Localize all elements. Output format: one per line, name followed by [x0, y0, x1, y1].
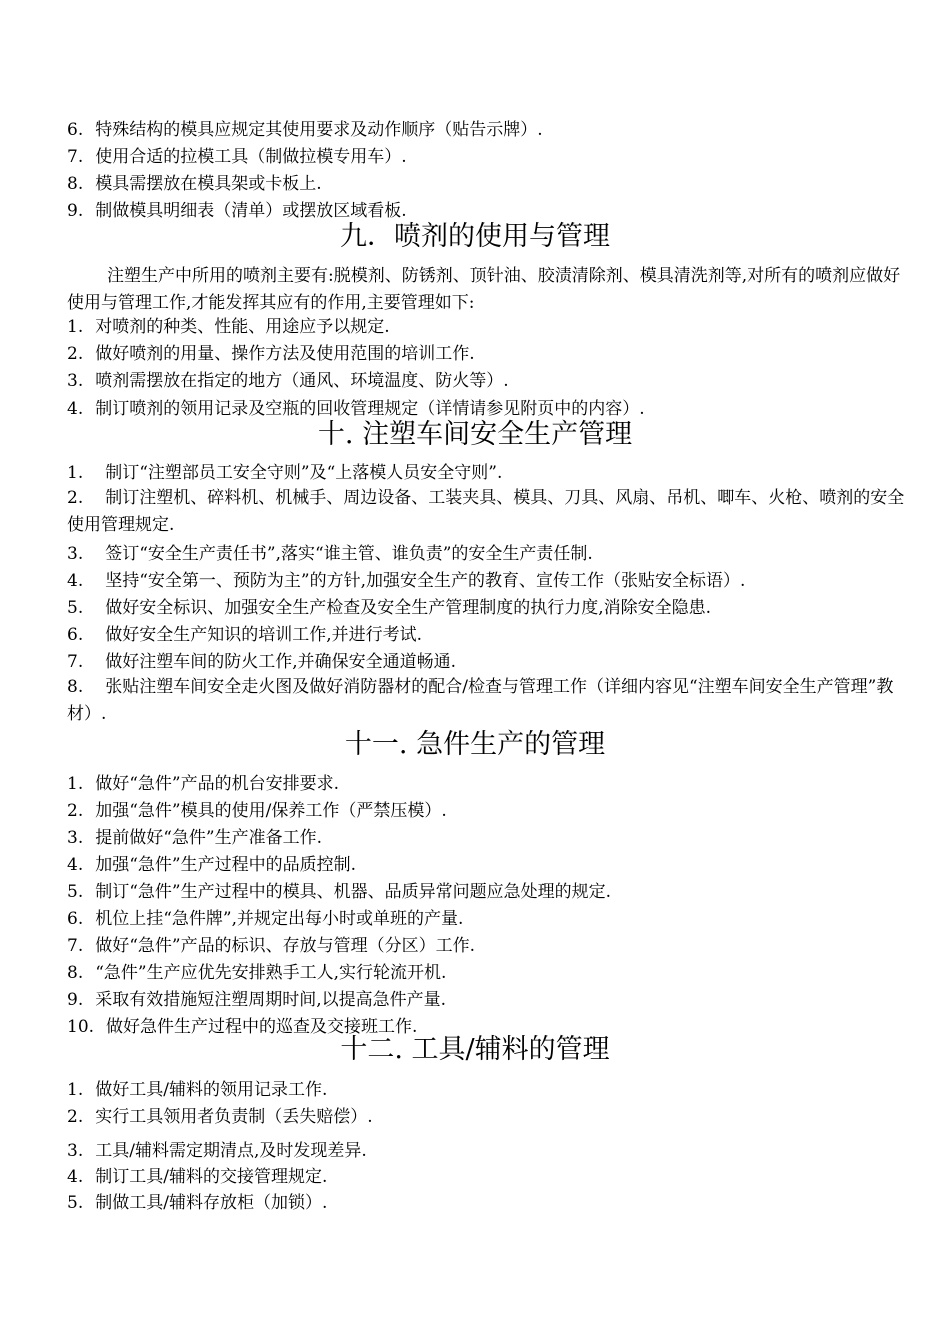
section-heading-12: 十二. 工具/辅料的管理: [340, 1034, 610, 1065]
list-item: [67, 462, 917, 484]
item-text: 加强“急件”生产过程中的品质控制.: [95, 855, 357, 875]
list-item: [67, 543, 917, 565]
list-item: [67, 485, 917, 539]
item-text: 制订工具/辅料的交接管理规定.: [95, 1167, 328, 1187]
list-item: [67, 1166, 917, 1188]
item-text: 使用合适的拉模工具（制做拉模专用车）.: [95, 147, 407, 167]
item-text: 提前做好“急件”生产准备工作.: [95, 828, 323, 848]
list-item: [67, 570, 917, 592]
item-number: 10.: [67, 1017, 95, 1037]
list-item: [67, 935, 917, 957]
item-number: 4.: [67, 1167, 84, 1187]
section-9-intro: 注塑生产中所用的喷剂主要有:脱模剂、防锈剂、顶针油、胶渍清除剂、模具清洗剂等,对所有的喷剂应做好使用与管理工作,才能发挥其应有的作用,主要管理如下:: [67, 266, 901, 313]
item-text: “急件”生产应优先安排熟手工人,实行轮流开机.: [95, 963, 447, 983]
list-item: [67, 316, 917, 338]
item-number: 6.: [67, 625, 84, 645]
list-item: [67, 119, 917, 141]
list-item: [67, 173, 917, 195]
item-text: 做好“急件”产品的机台安排要求.: [95, 774, 340, 794]
item-text: 喷剂需摆放在指定的地方（通风、环境温度、防火等）.: [95, 371, 509, 391]
list-item: [67, 800, 917, 822]
item-text: 加强“急件”模具的使用/保养工作（严禁压模）.: [95, 801, 447, 821]
item-number: 1.: [67, 463, 84, 483]
section-heading-10: 十. 注塑车间安全生产管理: [317, 419, 633, 450]
item-number: 8.: [67, 174, 84, 194]
list-item: [67, 624, 917, 646]
item-text: 制做工具/辅料存放柜（加锁）.: [95, 1193, 328, 1213]
list-item: [67, 674, 917, 728]
list-item: [67, 343, 917, 365]
item-text: 张贴注塑车间安全走火图及做好消防器材的配合/检查与管理工作（详细内容见“注塑车间安全生产管理”教材）.: [67, 677, 894, 724]
list-item: [67, 881, 917, 903]
list-item: [67, 370, 917, 392]
list-item: [67, 908, 917, 930]
item-text: 做好安全生产知识的培训工作,并进行考试.: [105, 625, 423, 645]
item-text: 对喷剂的种类、性能、用途应予以规定.: [95, 317, 390, 337]
item-text: 实行工具领用者负责制（丢失赔偿）.: [95, 1107, 373, 1127]
section-heading-11: 十一. 急件生产的管理: [344, 729, 606, 760]
item-number: 1.: [67, 1080, 84, 1100]
item-text: 做好注塑车间的防火工作,并确保安全通道畅通.: [105, 652, 457, 672]
item-text: 制做模具明细表（清单）或摆放区域看板.: [95, 201, 407, 221]
item-number: 6.: [67, 120, 84, 140]
item-number: 5.: [67, 598, 84, 618]
item-number: 3.: [67, 544, 84, 564]
list-item: [67, 651, 917, 673]
item-number: 4.: [67, 855, 84, 875]
item-text: 签订“安全生产责任书”,落实“谁主管、谁负责”的安全生产责任制.: [105, 544, 593, 564]
list-item: [67, 1079, 917, 1101]
item-text: 做好“急件”产品的标识、存放与管理（分区）工作.: [95, 936, 476, 956]
list-item: [67, 773, 917, 795]
list-item: [67, 989, 917, 1011]
item-number: 1.: [67, 317, 84, 337]
list-item: [67, 146, 917, 168]
list-item: [67, 200, 917, 222]
item-number: 4.: [67, 399, 84, 419]
item-text: 机位上挂“急件牌”,并规定出每小时或单班的产量.: [95, 909, 464, 929]
item-text: 模具需摆放在模具架或卡板上.: [95, 174, 322, 194]
item-text: 采取有效措施短注塑周期时间,以提高急件产量.: [95, 990, 447, 1010]
item-number: 6.: [67, 909, 84, 929]
item-number: 3.: [67, 828, 84, 848]
item-text: 制订“急件”生产过程中的模具、机器、品质异常问题应急处理的规定.: [95, 882, 612, 902]
list-item: [67, 1192, 917, 1214]
item-text: 制订“注塑部员工安全守则”及“上落模人员安全守则”.: [105, 463, 503, 483]
item-text: 特殊结构的模具应规定其使用要求及动作顺序（贴告示牌）.: [95, 120, 543, 140]
item-number: 3.: [67, 1141, 84, 1161]
item-text: 做好工具/辅料的领用记录工作.: [95, 1080, 328, 1100]
item-number: 7.: [67, 936, 84, 956]
item-number: 9.: [67, 201, 84, 221]
item-number: 2.: [67, 801, 84, 821]
section-heading-9: 九．喷剂的使用与管理: [340, 221, 610, 252]
item-text: 坚持“安全第一、预防为主”的方针,加强安全生产的教育、宣传工作（张贴安全标语）.: [105, 571, 746, 591]
item-text: 制订注塑机、碎料机、机械手、周边设备、工装夹具、模具、刀具、风扇、吊机、唧车、火枪、喷剂的安全使用管理规定.: [67, 488, 905, 535]
list-item: [67, 398, 917, 420]
item-number: 4.: [67, 571, 84, 591]
list-item: [67, 962, 917, 984]
item-text: 工具/辅料需定期清点,及时发现差异.: [95, 1141, 367, 1161]
list-item: [67, 597, 917, 619]
list-item: [67, 1140, 917, 1162]
item-number: 2.: [67, 344, 84, 364]
list-item: [67, 854, 917, 876]
list-item: [67, 827, 917, 849]
item-text: 做好急件生产过程中的巡查及交接班工作.: [106, 1017, 418, 1037]
item-text: 做好安全标识、加强安全生产检查及安全生产管理制度的执行力度,消除安全隐患.: [105, 598, 712, 618]
item-text: 制订喷剂的领用记录及空瓶的回收管理规定（详情请参见附页中的内容）.: [95, 399, 645, 419]
item-number: 5.: [67, 1193, 84, 1213]
item-number: 1.: [67, 774, 84, 794]
item-text: 做好喷剂的用量、操作方法及使用范围的培训工作.: [95, 344, 475, 364]
item-number: 7.: [67, 147, 84, 167]
item-number: 2.: [67, 488, 84, 508]
item-number: 3.: [67, 371, 84, 391]
item-number: 8.: [67, 677, 84, 697]
item-number: 5.: [67, 882, 84, 902]
item-number: 7.: [67, 652, 84, 672]
item-number: 2.: [67, 1107, 84, 1127]
list-item: [67, 1106, 917, 1128]
item-number: 8.: [67, 963, 84, 983]
item-number: 9.: [67, 990, 84, 1010]
